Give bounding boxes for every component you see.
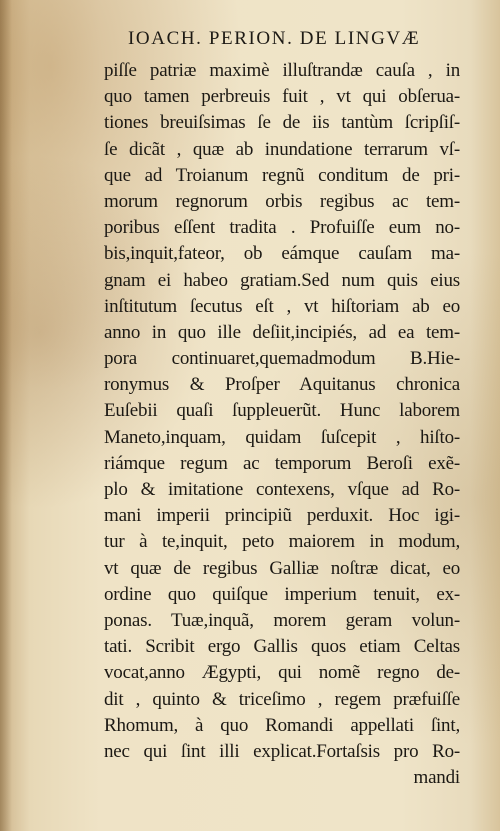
text-line: que ad Troianum regnũ conditum de pri- bbox=[104, 164, 460, 186]
text-line: vocat,anno Ægypti, qui nomẽ regno de- bbox=[104, 662, 460, 684]
text-line: bis,inquit,fateor, ob eámque cauſam ma- bbox=[104, 243, 460, 265]
text-line: quo tamen perbreuis fuit , vt qui obſerua- bbox=[104, 86, 460, 108]
text-line: inſtitutum ſecutus eſt , vt hiſtoriam ab eo bbox=[104, 295, 460, 317]
running-head: IOACH. PERION. DE LINGVÆ bbox=[128, 28, 421, 49]
text-line: vt quæ de regibus Galliæ noſtræ dicat, eo bbox=[104, 557, 460, 579]
text-line: ſe dicãt , quæ ab inundatione terrarum vſ- bbox=[104, 138, 460, 160]
text-line: mandi bbox=[413, 767, 460, 789]
text-line: poribus eſſent tradita . Profuiſſe eum no- bbox=[104, 217, 460, 239]
text-line: pora continuaret,quemadmodum B.Hie- bbox=[104, 348, 460, 370]
text-line: tiones breuiſsimas ſe de iis tantùm ſcripſiſ- bbox=[104, 112, 460, 134]
text-line: mani imperii principiũ perduxit. Hoc igi- bbox=[104, 505, 460, 527]
text-line: anno in quo ille deſiit,incipiés, ad ea tem- bbox=[104, 321, 460, 343]
text-line: morum regnorum orbis regibus ac tem- bbox=[104, 190, 460, 212]
text-line: ordine quo quiſque imperium tenuit, ex- bbox=[104, 583, 460, 605]
text-line: ronymus & Proſper Aquitanus chronica bbox=[104, 374, 460, 396]
text-line: ponas. Tuæ,inquã, morem geram volun- bbox=[104, 609, 460, 631]
text-line: Euſebii quaſi ſuppleuerũt. Hunc laborem bbox=[104, 400, 460, 422]
text-line: riámque regum ac temporum Beroſi exẽ- bbox=[104, 452, 460, 474]
text-line: dit , quinto & triceſimo , regem præfuiſſe bbox=[104, 688, 460, 710]
text-line: Maneto,inquam, quidam ſuſcepit , hiſto- bbox=[104, 426, 460, 448]
text-line: tati. Scribit ergo Gallis quos etiam Celtas bbox=[104, 636, 460, 658]
text-line: tur à te,inquit, peto maiorem in modum, bbox=[104, 531, 460, 553]
text-block bbox=[104, 58, 460, 791]
text-line: nec qui ſint illi explicat.Fortaſsis pro Ro- bbox=[104, 740, 460, 762]
text-line: piſſe patriæ maximè illuſtrandæ cauſa , in bbox=[104, 60, 460, 81]
text-line: plo & imitatione contexens, vſque ad Ro- bbox=[104, 479, 460, 500]
text-line: gnam ei habeo gratiam.Sed num quis eius bbox=[104, 269, 460, 291]
text-line: Rhomum, à quo Romandi appellati ſint, bbox=[104, 714, 460, 736]
